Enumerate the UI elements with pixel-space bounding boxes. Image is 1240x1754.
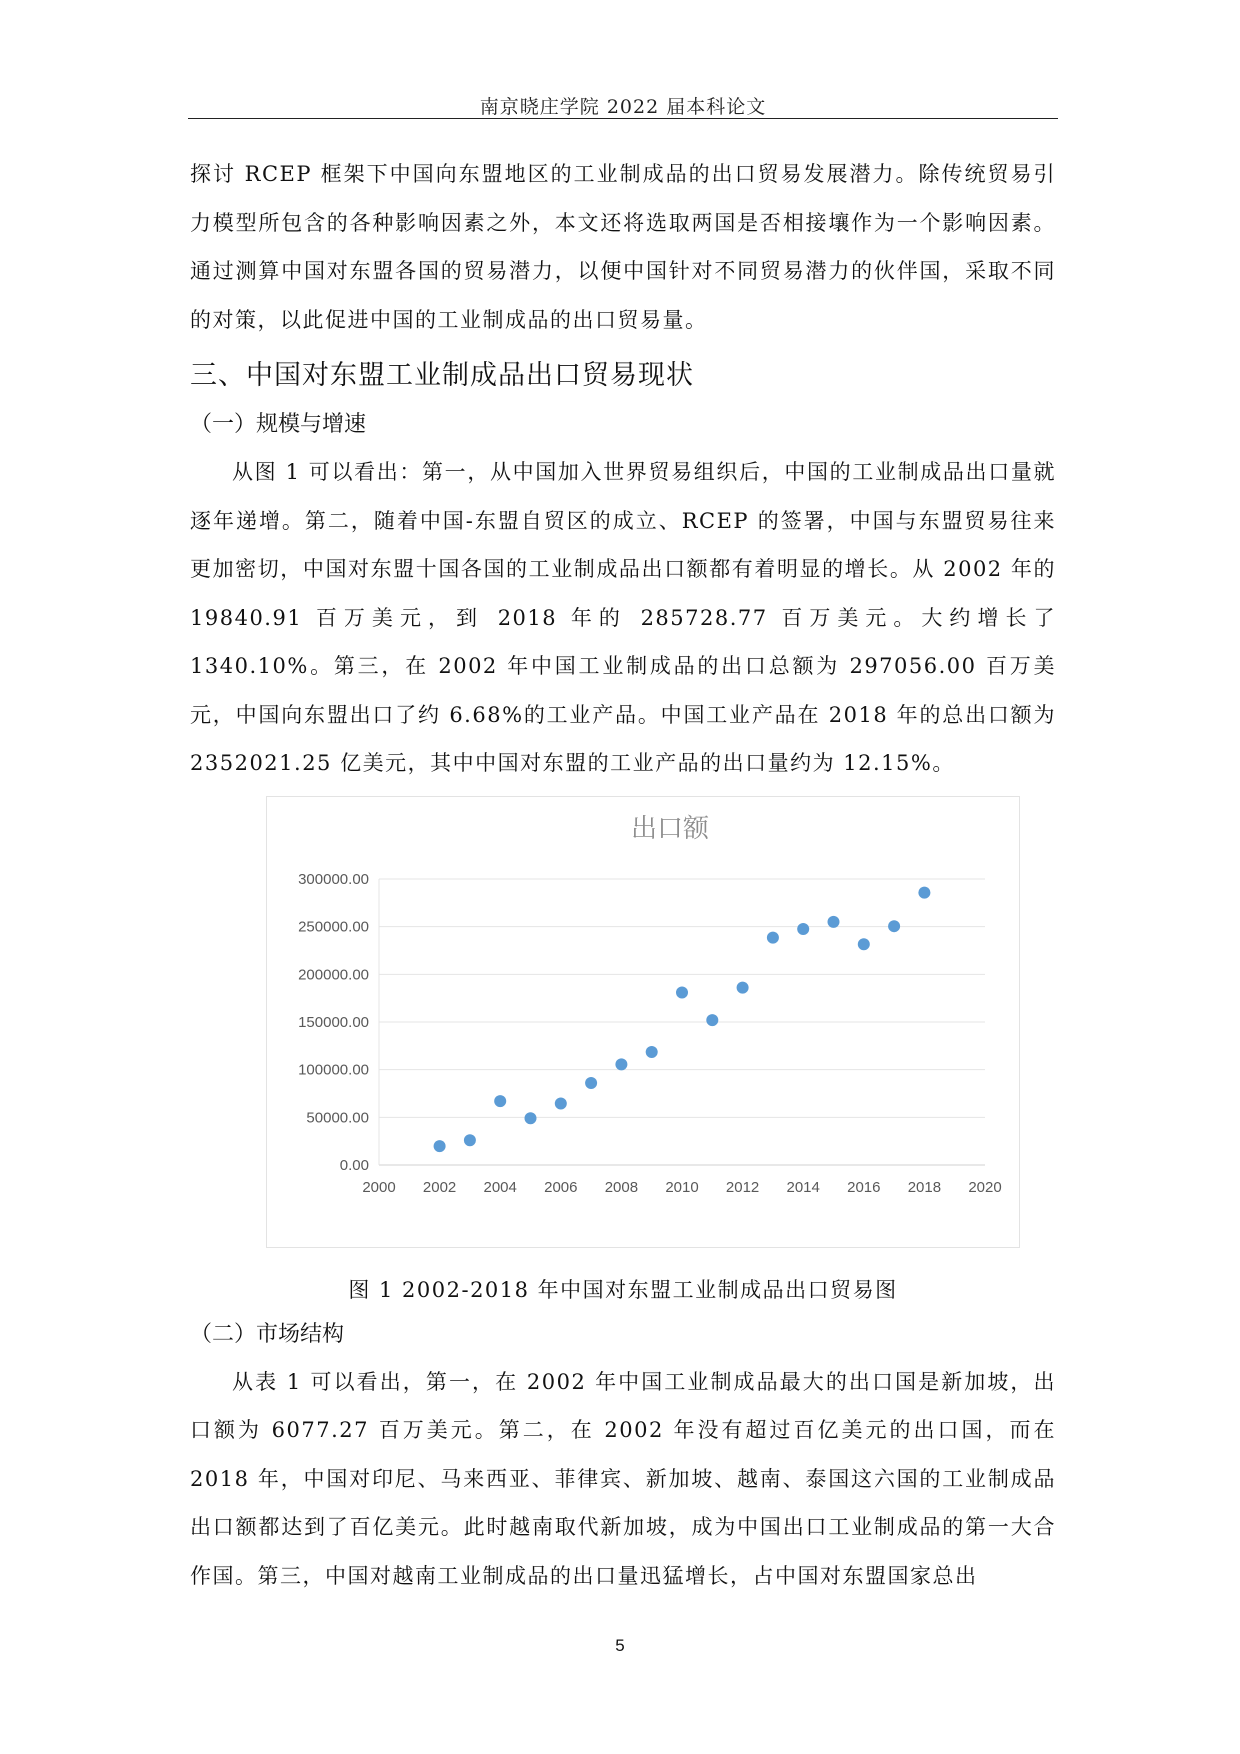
data-point (434, 1140, 446, 1152)
x-tick-label: 2006 (544, 1178, 578, 1196)
data-point (525, 1112, 537, 1124)
data-point (888, 920, 900, 932)
x-tick-label: 2012 (725, 1178, 760, 1196)
data-point (585, 1077, 597, 1089)
x-tick-label: 2004 (483, 1178, 517, 1196)
data-point (918, 886, 930, 898)
data-point (828, 915, 840, 927)
data-point (646, 1046, 658, 1058)
paragraph-intro: 探讨 RCEP 框架下中国向东盟地区的工业制成品的出口贸易发展潜力。除传统贸易引力模型所包含的各种影响因素之外，本文还将选取两国是否相接壤作为一个影响因素。通过测算中国对东盟各国的贸易潜力，以便中国针对不同贸易潜力的伙伴国，采取不同的对策，以此促进中国的工业制成品的出口贸易量。 (190, 162, 1056, 332)
page-content (190, 150, 1056, 1600)
x-tick-label: 2008 (604, 1178, 639, 1196)
chart-container (266, 796, 1020, 1248)
x-tick-label: 2020 (968, 1178, 1002, 1196)
section-heading: 三、中国对东盟工业制成品出口贸易现状 (190, 360, 694, 391)
y-tick-label: 200000.00 (298, 965, 369, 983)
x-tick-label: 2002 (422, 1178, 457, 1196)
data-point (555, 1097, 567, 1109)
page-header: 南京晓庄学院 2022 届本科论文 (479, 96, 767, 118)
data-point (858, 938, 870, 950)
y-tick-label: 50000.00 (306, 1108, 369, 1126)
x-tick-label: 2000 (362, 1178, 396, 1196)
figure-caption: 图 1 2002-2018 年中国对东盟工业制成品出口贸易图 (348, 1277, 898, 1302)
page-number: 5 (615, 1636, 625, 1655)
paragraph-market: 从表 1 可以看出，第一，在 2002 年中国工业制成品最大的出口国是新加坡，出口额为 6077.27 百万美元。第二，在 2002 年没有超过百亿美元的出口国，而在 2018 年，中国对印尼、马来西亚、菲律宾、新加坡、越南、泰国这六国的工业制成品出口额都达到了百亿美元。此时越南取代新加坡，成为中国出口工业制成品的第一大合作国。第三，中国对越南工业制成品的出口量迅猛增长，占中国对东盟国家总出 (190, 1369, 1056, 1588)
y-tick-label: 0.00 (339, 1156, 369, 1174)
subsection-heading-scale: （一）规模与增速 (190, 412, 367, 437)
header-rule (188, 118, 1058, 119)
x-tick-label: 2016 (847, 1178, 881, 1196)
data-point (797, 923, 809, 935)
data-point (767, 931, 779, 943)
data-point (494, 1095, 506, 1107)
y-tick-label: 150000.00 (298, 1013, 369, 1031)
data-point (737, 981, 749, 993)
x-tick-label: 2014 (786, 1178, 820, 1196)
y-tick-label: 100000.00 (298, 1061, 369, 1079)
paragraph-scale: 从图 1 可以看出：第一，从中国加入世界贸易组织后，中国的工业制成品出口量就逐年递增。第二，随着中国-东盟自贸区的成立、RCEP 的签署，中国与东盟贸易往来更加密切，中国对东盟十国各国的工业制成品出口额都有着明显的增长。从 2002 年的 19840.91 百万美元，到 2018 年的 285728.77 百万美元。大约增长了 1340.10%。第三，在 2002 年中国工业制成品的出口总额为 297056.00 百万美元，中国向东盟出口了约 6.68%的工业产品。中国工业产品在 2018 年的总出口额为 2352021.25 亿美元，其中中国对东盟的工业产品的出口量约为 12.15%。 (190, 460, 1056, 775)
figure-1 (190, 788, 1056, 1268)
subsection-heading-market: （二）市场结构 (190, 1321, 345, 1347)
chart-title: 出口额 (630, 813, 710, 844)
y-tick-label: 300000.00 (298, 870, 369, 888)
data-point (676, 986, 688, 998)
data-point (464, 1134, 476, 1146)
x-tick-label: 2018 (907, 1178, 942, 1196)
data-point (706, 1014, 718, 1026)
y-tick-label: 250000.00 (298, 918, 369, 936)
x-tick-label: 2010 (665, 1178, 699, 1196)
export-scatter-chart (267, 797, 1019, 1247)
data-point (615, 1058, 627, 1070)
